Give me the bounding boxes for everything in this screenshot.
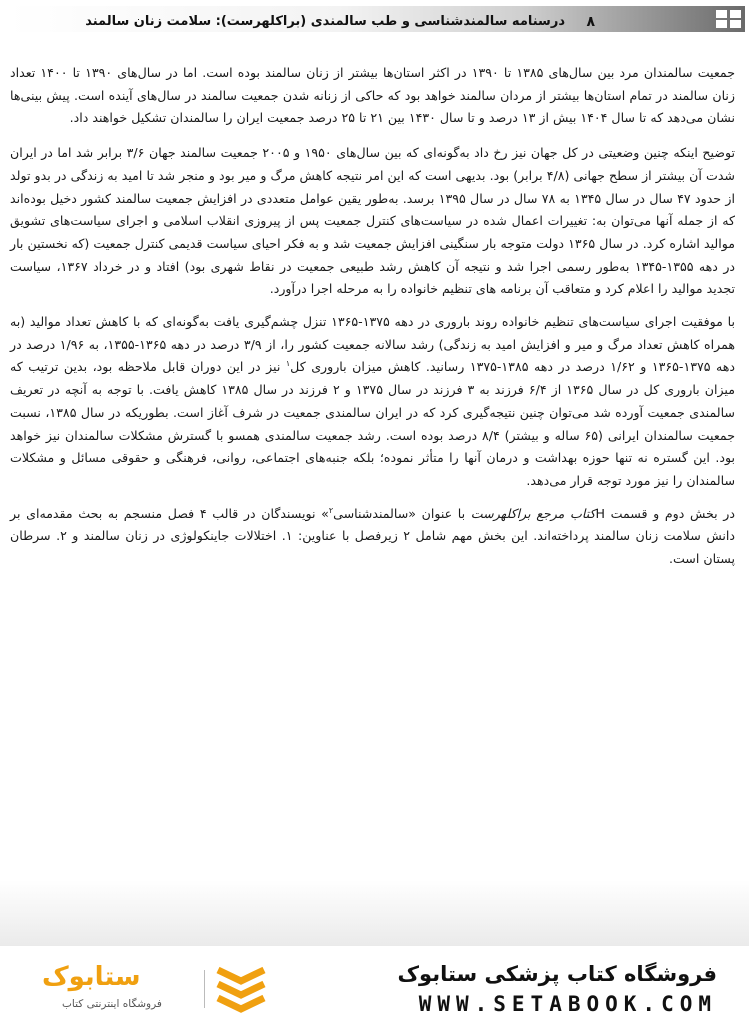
paragraph-4-part-2: با عنوان «سالمندشناسی [333,505,471,521]
paragraph-4 [10,503,735,571]
book-title-italic: کتاب مرجع براکلهرست [470,505,596,521]
logo-tagline: فروشگاه اینترنتی کتاب [62,998,162,1010]
footer-banner [0,946,749,1024]
page-number: ۸ [586,14,595,30]
setabook-logo-icon [214,964,268,1014]
footnote-mark-1: ۱ [285,359,291,369]
paragraph-4-part-1: در بخش دوم و قسمت H [595,505,735,521]
paragraph-4-part-3: » نویسندگان در قالب ۴ فصل منسجم به بحث مقدمه‌ای بر دانش سلامت زنان سالمند پرداخته‌اند. این بخش مهم شامل ۲ زیرفصل با عناوین: ۱. اختلالات جاینکولوژی در زنان سالمند و ۲. سرطان پستان است. [10,505,735,567]
paragraph-1: جمعیت سالمندان مرد بین سال‌های ۱۳۸۵ تا ۱۳۹۰ در اکثر استان‌ها بیشتر از زنان سالمند بوده است. اما در سال‌های ۱۳۹۰ تا ۱۴۰۰ تعداد زنان سالمند در تمام استان‌ها بیشتر از مردان سالمند خواهد بود که حاکی از زنانه شدن جمعیت سالمند در سال‌های آینده است. پیش بینی‌ها نشان می‌دهد که تا سال ۱۴۰۴ بیش از ۱۳ درصد و تا سال ۱۴۳۰ بین ۲۱ تا ۲۵ درصد جمعیت ایران را سالمندان تشکیل خواهند داد. [10,65,735,126]
paragraph-3 [10,311,735,493]
store-name: فروشگاه کتاب پزشکی ستابوک [397,962,717,986]
running-title: درسنامه سالمندشناسی و طب سالمندی (براکلهرست): سلامت زنان سالمند [85,14,565,29]
paragraph-2: توضیح اینکه چنین وضعیتی در کل جهان نیز رخ داد به‌گونه‌ای که بین سال‌های ۱۹۵۰ و ۲۰۰۵ جمعیت سالمند جهان ۳/۶ برابر شد اما در ایران شدت آن بیشتر از سطح جهانی (۴/۸ برابر) بود. بدیهی است که این امر نتیجه کاهش مرگ و میر بود و منجر شد تا امید به زندگی در بدو تولد از حدود ۴۷ سال در سال ۱۳۴۵ به ۷۸ سال در سال ۱۳۹۵ برسد. به‌طور یقین عوامل متعددی در افزایش جمعیت سالمند کشور دخیل بوده‌اند که از جمله آنها می‌توان به: تغییرات اعمال شده در سیاست‌های کنترل جمعیت پس از پیروزی انقلاب اسلامی و اجرای سیاست‌های تشویق موالید اشاره کرد. در سال ۱۳۶۵ دولت متوجه بار سنگینی افزایش جمعیت شد و به فکر احیای سیاست قدیمی کنترل جمعیت (که نخستین بار در دهه ۱۳۵۵-۱۳۴۵ به‌طور رسمی اجرا شد و نتیجه آن کاهش رشد طبیعی جمعیت در نقاط شهری بود) افتاد و در خرداد ۱۳۶۷، سیاست تجدید موالید را اعلام کرد و متعاقب آن برنامه های تنظیم خانواده را به مرحله اجرا درآورد. [10,145,736,297]
footnote-mark-2: ۲ [328,505,334,515]
paragraph-3-part-2: نیز در این دوران قابل ملاحظه بود، بدین ترتیب که میزان باروری کل در سال ۱۳۶۵ از ۶/۴ فرزند به ۳ فرزند در سال ۱۳۷۵ و ۲ فرزند در سال ۱۳۸۵ کاهش یافت. با توجه به آنچه در تعریف سالمندی جمعیت آورده شد می‌توان چنین نتیجه‌گیری کرد که در ایران سالمندی جمعیت در شرف آغاز است. بطوریکه در سال ۱۳۸۵، نسبت جمعیت سالمندان ایرانی (۶۵ ساله و بیشتر) ۸/۴ درصد بوده است. رشد جمعیت سالمندی همسو با گسترش مشکلات سالمندان نیز خواهد بود. این گستره نه تنها حوزه بهداشت و درمان آنها را متأثر نموده؛ بلکه جنبه‌های اجتماعی، روانی، فرهنگی و حقوقی مسائل و مشکلات سالمندان را نیز مورد توجه قرار می‌دهد. [10,359,735,488]
logo-brand-text: ستابوک [42,962,141,992]
page-header [8,6,745,32]
grid-icon [715,10,741,28]
bottom-fade [0,880,749,948]
body-text [10,62,735,581]
logo-divider [204,970,205,1008]
paragraph-3-part-1: با موفقیت اجرای سیاست‌های تنظیم خانواده روند باروری در دهه ۱۳۷۵-۱۳۶۵ تنزل چشم‌گیری یافت به‌گونه‌ای که با کاهش تعداد موالید (به همراه کاهش تعداد مرگ و میر و افزایش امید به زندگی) رشد سالانه جمعیت کشور را، از ۳/۹ درصد در دهه ۱۳۶۵-۱۳۵۵، به ۱/۹۶ درصد در دهه ۱۳۷۵-۱۳۶۵ و ۱/۶۲ درصد در دهه ۱۳۸۵-۱۳۷۵ رسانید. کاهش میزان باروری کل [10,314,736,375]
website-link[interactable]: WWW.SETABOOK.COM [418,992,717,1016]
